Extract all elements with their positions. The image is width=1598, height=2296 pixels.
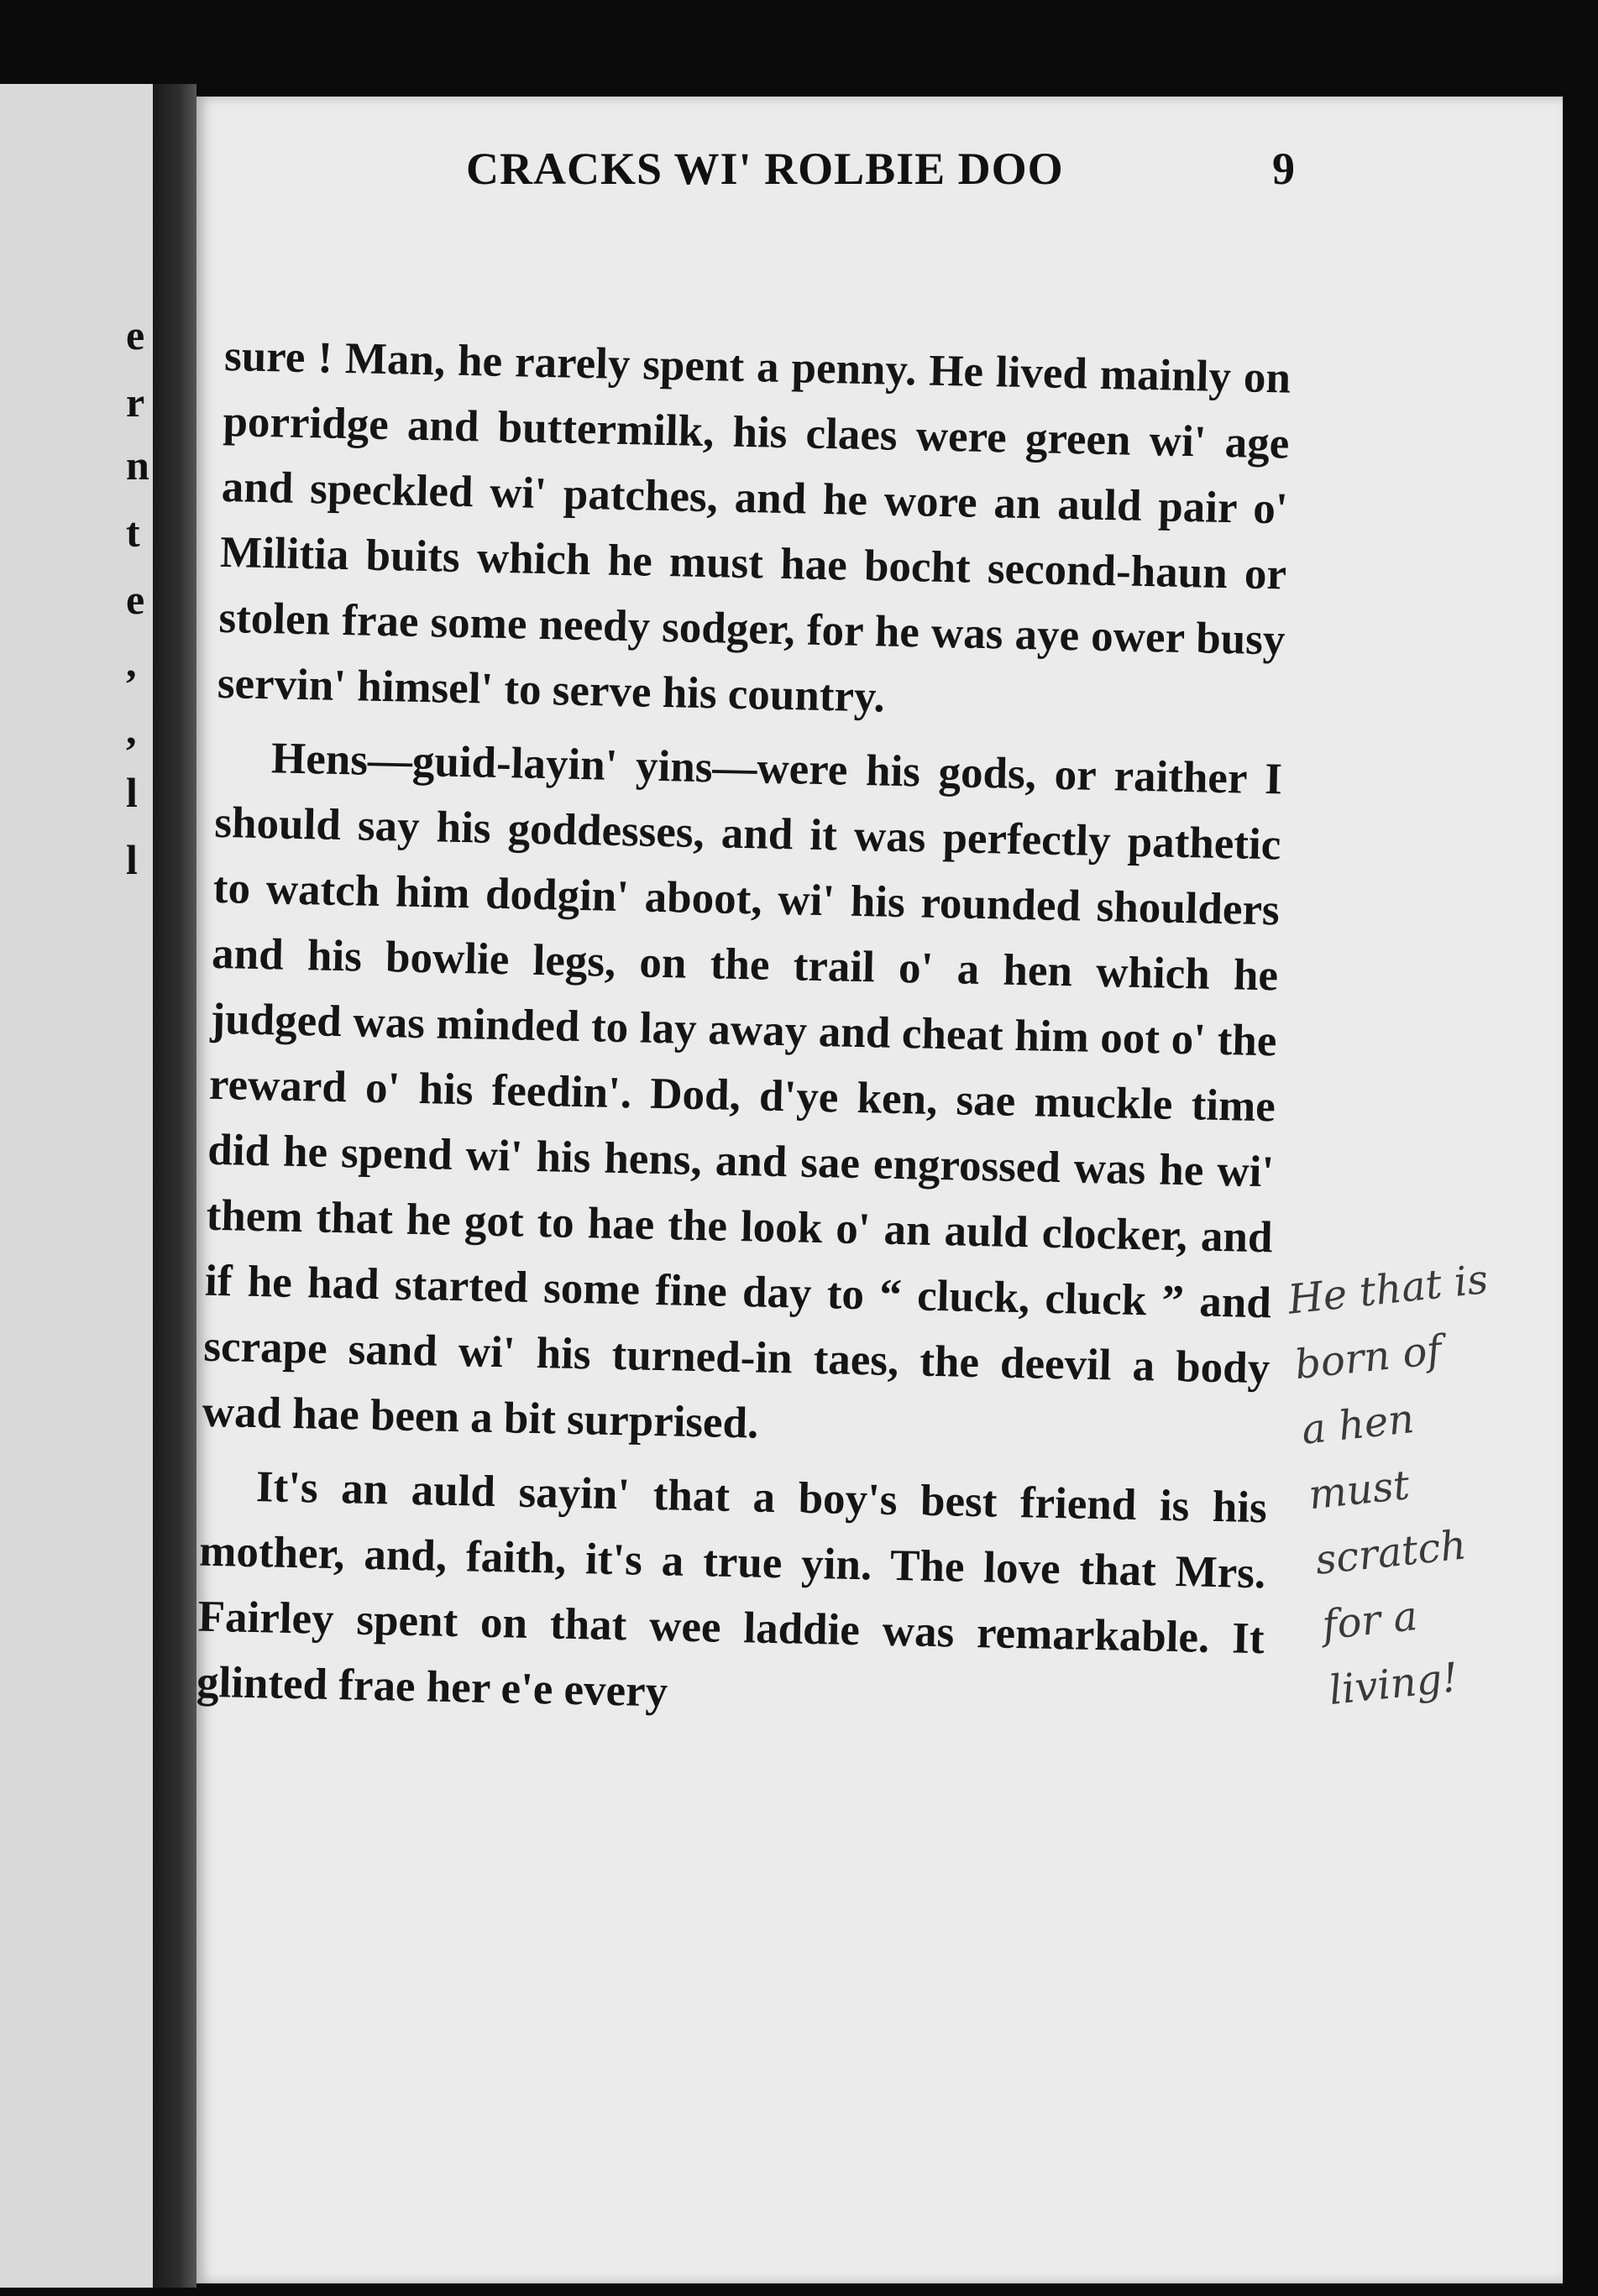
paragraph: Hens—guid-layin' yins—were his gods, or raither I should say his goddesses, and it was perfectly pathetic to watch him dodgin' aboot, wi' his rounded shoulders and his bowlie legs, on the trail o' a hen which he judged was minded to lay away and cheat him oot o' the reward o' his feedin'. Dod, d'ye ken, sae muckle time did he spend wi' his hens, and sae engrossed was he wi' them that he got to hae the look o' an auld clocker, and if he had started some fine day to “ cluck, cluck ” and scrape sand wi' his turned-in taes, the deevil a body wad hae been a bit surprised. xyxy=(202,734,1283,1448)
edge-character: r xyxy=(126,379,145,426)
edge-character: l xyxy=(126,836,138,883)
edge-character: , xyxy=(126,639,137,686)
page-number: 9 xyxy=(1272,144,1295,194)
edge-character: t xyxy=(126,509,140,556)
margin-note-line: for a xyxy=(1319,1592,1420,1650)
book-gutter xyxy=(153,84,196,2288)
margin-note-line: born of xyxy=(1292,1326,1444,1389)
edge-character: l xyxy=(126,769,138,816)
body-text xyxy=(196,323,1291,1745)
margin-note-line: living! xyxy=(1327,1654,1461,1715)
running-title: CRACKS WI' ROLBIE DOO xyxy=(466,144,1064,194)
paragraph: sure ! Man, he rarely spent a penny. He lived mainly on porridge and buttermilk, his claes were green wi' age and speckled wi' patches, and he wore an auld pair o' Militia buits which he must hae bocht second-haun or stolen frae some needy sodger, for he was aye ower busy servin' himsel' to serve his country. xyxy=(217,331,1291,722)
paragraph: It's an auld sayin' that a boy's best friend is his mother, and, faith, it's a true yin. The love that Mrs. Fairley spent on that wee laddie was remarkable. It glinted frae her e'e every xyxy=(196,1462,1268,1717)
handwritten-margin-note xyxy=(1285,1242,1583,1723)
edge-character: n xyxy=(126,442,149,489)
edge-character: , xyxy=(126,706,137,753)
edge-character: e xyxy=(126,576,145,623)
edge-character: e xyxy=(126,311,145,358)
margin-note-line: He that is xyxy=(1286,1255,1491,1324)
margin-note-line: must xyxy=(1306,1462,1412,1519)
margin-note-line: scratch xyxy=(1312,1521,1469,1584)
facing-page-edge xyxy=(0,84,153,2288)
running-head xyxy=(269,134,1310,201)
margin-note-line: a hen xyxy=(1299,1395,1417,1454)
